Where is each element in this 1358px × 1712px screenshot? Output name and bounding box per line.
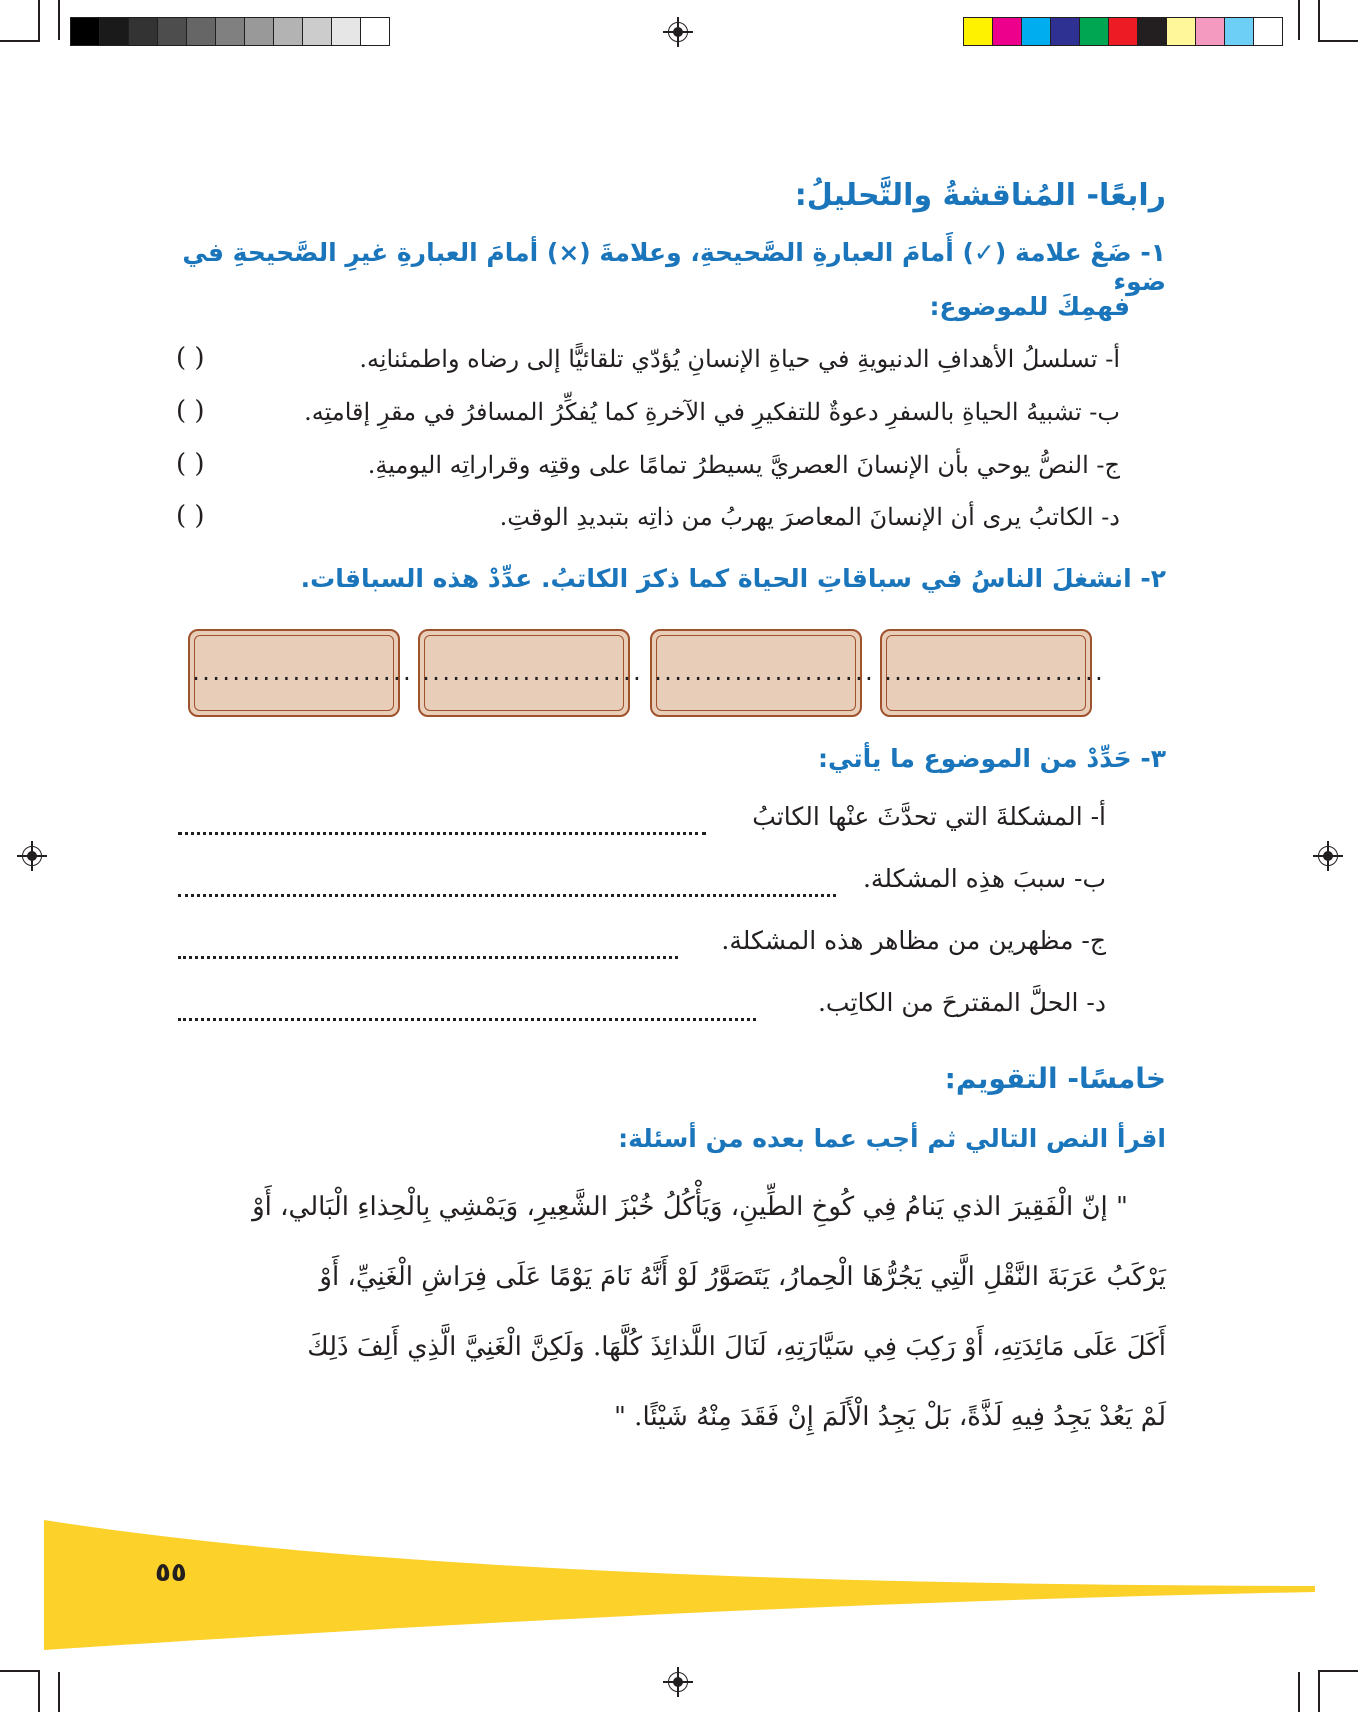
answer-blank-d[interactable]: ( ) xyxy=(176,501,205,531)
q3-item-d: د- الحلَّ المقترحَ من الكاتِب. xyxy=(817,988,1106,1017)
registration-mark-icon xyxy=(1318,846,1338,866)
answer-box-dots: ...................... xyxy=(420,661,641,685)
calibration-swatch xyxy=(1108,18,1137,45)
section5-instruction: اقرأ النص التالي ثم أجب عما بعده من أسئلة: xyxy=(618,1124,1166,1153)
section5-title: خامسًا- التقويم: xyxy=(944,1062,1166,1095)
answer-line-d[interactable] xyxy=(178,1016,756,1021)
q1-statement-c: ج- النصُّ يوحي بأن الإنسانَ العصريَّ يسيطرُ تمامًا على وقتِه وقراراتِه اليوميةِ. xyxy=(367,451,1120,479)
registration-mark-icon xyxy=(668,1672,688,1692)
footer-swoosh xyxy=(0,1500,1358,1660)
calibration-swatch xyxy=(331,18,360,45)
color-calibration-bar xyxy=(963,17,1283,46)
answer-blank-c[interactable]: ( ) xyxy=(176,449,205,479)
q3-item-a: أ- المشكلةَ التي تحدَّثَ عنْها الكاتبُ xyxy=(752,802,1106,831)
calibration-swatch xyxy=(1224,18,1253,45)
crop-mark xyxy=(1318,1672,1320,1712)
page-number: ٥٥ xyxy=(155,1558,187,1588)
crop-mark xyxy=(58,0,60,40)
calibration-swatch xyxy=(128,18,157,45)
answer-box-4[interactable] xyxy=(188,629,411,717)
calibration-swatch xyxy=(1195,18,1224,45)
crop-mark xyxy=(1298,0,1300,40)
answer-box-2[interactable] xyxy=(650,629,873,717)
calibration-swatch xyxy=(215,18,244,45)
calibration-swatch xyxy=(1253,18,1282,45)
q1-instruction-line1: ١- ضَعْ علامة (✓) أَمامَ العبارةِ الصَّحيحةِ، وعلامةَ (×) أمامَ العبارةِ غيرِ الصَّحيحةِ في ضوء xyxy=(182,238,1166,296)
q3-item-b: ب- سببَ هذِه المشكلة. xyxy=(862,864,1106,893)
crop-mark xyxy=(38,1672,40,1712)
answer-line-a[interactable] xyxy=(178,830,706,835)
crop-mark xyxy=(1318,40,1358,42)
passage-line-1: " إنّ الْفَقِيرَ الذي يَنامُ فِي كُوخِ الطِّينِ، وَيَأْكُلُ خُبْزَ الشَّعِيرِ، وَيَمْشِي بِالْحِذاءِ الْبَالي، أَوْ xyxy=(252,1192,1128,1222)
passage-line-4: لَمْ يَعُدْ يَجِدُ فِيهِ لَذَّةً، بَلْ يَجِدُ الْأَلَمَ إِنْ فَقَدَ مِنْهُ شَيْئًا. " xyxy=(613,1402,1166,1432)
section4-title: رابعًا- المُناقشةُ والتَّحليلُ: xyxy=(794,178,1166,213)
answer-blank-b[interactable]: ( ) xyxy=(176,396,205,426)
crop-mark xyxy=(1298,1672,1300,1712)
answer-box-dots: ...................... xyxy=(882,661,1103,685)
q1-statement-d: د- الكاتبُ يرى أن الإنسانَ المعاصرَ يهربُ من ذاتِه بتبديدِ الوقتِ. xyxy=(499,503,1120,531)
crop-mark xyxy=(1318,1670,1358,1672)
calibration-swatch xyxy=(244,18,273,45)
calibration-swatch xyxy=(1166,18,1195,45)
calibration-swatch xyxy=(157,18,186,45)
calibration-swatch xyxy=(99,18,128,45)
calibration-swatch xyxy=(964,18,992,45)
answer-line-c[interactable] xyxy=(178,954,678,959)
answer-box-1[interactable] xyxy=(880,629,1103,717)
q3-item-c: ج- مظهرين من مظاهر هذه المشكلة. xyxy=(721,926,1106,955)
crop-mark xyxy=(58,1672,60,1712)
q1-statement-b: ب- تشبيهُ الحياةِ بالسفرِ دعوةٌ للتفكيرِ في الآخرةِ كما يُفكِّرُ المسافرُ في مقرِ إقامتِه. xyxy=(304,398,1120,426)
crop-mark xyxy=(38,0,40,40)
calibration-swatch xyxy=(1021,18,1050,45)
q1-statement-a: أ- تسلسلُ الأهدافِ الدنيويةِ في حياةِ الإنسانِ يُؤدّي تلقائيًّا إلى رضاه واطمئنانِه. xyxy=(359,345,1120,373)
answer-blank-a[interactable]: ( ) xyxy=(176,343,205,373)
calibration-swatch xyxy=(71,18,99,45)
q2-question: ٢- انشغلَ الناسُ في سباقاتِ الحياة كما ذكرَ الكاتبُ. عدِّدْ هذه السباقات. xyxy=(300,564,1166,593)
crop-mark xyxy=(1318,0,1320,40)
calibration-swatch xyxy=(302,18,331,45)
registration-mark-icon xyxy=(22,846,42,866)
answer-box-3[interactable] xyxy=(418,629,641,717)
grayscale-calibration-bar xyxy=(70,17,390,46)
q1-instruction-line2: فهمِكَ للموضوع: xyxy=(929,292,1130,321)
calibration-swatch xyxy=(1050,18,1079,45)
calibration-swatch xyxy=(992,18,1021,45)
q3-question: ٣- حَدِّدْ من الموضوع ما يأتي: xyxy=(817,744,1166,773)
registration-mark-icon xyxy=(668,22,688,42)
answer-line-b[interactable] xyxy=(178,892,836,897)
answer-box-dots: ...................... xyxy=(190,661,411,685)
calibration-swatch xyxy=(273,18,302,45)
calibration-swatch xyxy=(360,18,389,45)
passage-line-2: يَرْكَبُ عَرَبَةَ النَّقْلِ الَّتِي يَجُرُّهَا الْحِمارُ، يَتَصَوَّرُ لَوْ أَنَّهُ نَامَ يَوْمًا عَلَى فِرَاشِ الْغَنِيِّ، أَوْ xyxy=(319,1262,1166,1292)
crop-mark xyxy=(0,40,40,42)
calibration-swatch xyxy=(1137,18,1166,45)
calibration-swatch xyxy=(186,18,215,45)
calibration-swatch xyxy=(1079,18,1108,45)
crop-mark xyxy=(0,1670,40,1672)
answer-box-dots: ...................... xyxy=(652,661,873,685)
passage-line-3: أَكَلَ عَلَى مَائِدَتِهِ، أَوْ رَكِبَ فِي سَيَّارَتِهِ، لَنَالَ اللَّذائِذَ كُلَّهَا. وَلَكِنَّ الْغَنِيَّ الَّذِي أَلِفَ ذَلِكَ xyxy=(307,1332,1166,1362)
